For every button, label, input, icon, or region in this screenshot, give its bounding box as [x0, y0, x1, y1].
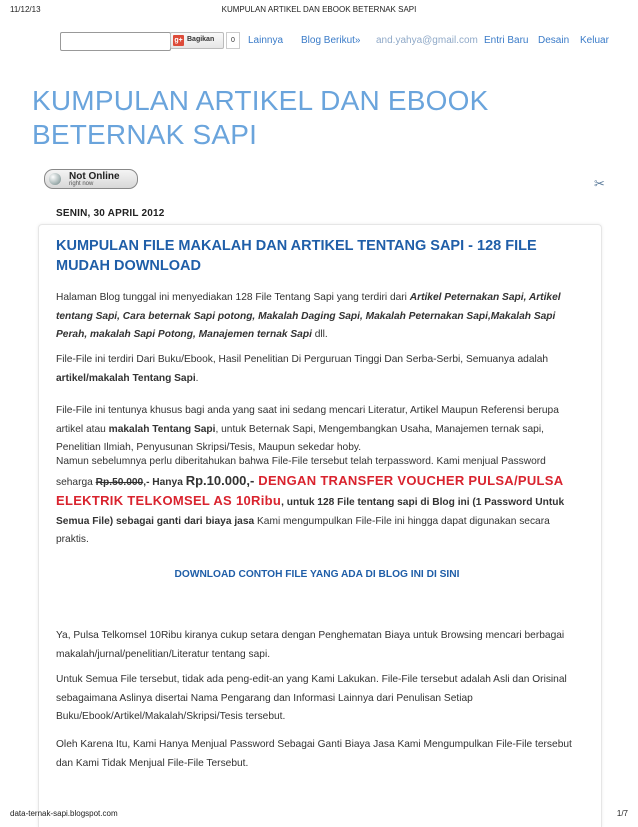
share-button[interactable]	[170, 32, 224, 49]
status-line-1: Not Online	[69, 171, 120, 182]
download-link[interactable]: DOWNLOAD CONTOH FILE YANG ADA DI BLOG INI DI SINI	[174, 569, 460, 580]
share-label: Bagikan	[187, 36, 215, 43]
print-url: data-ternak-sapi.blogspot.com	[10, 809, 118, 818]
old-price: Rp.50.000	[95, 476, 144, 488]
nav-link-lainnya[interactable]: Lainnya	[248, 35, 284, 46]
paragraph-originality: Untuk Semua File tersebut, tidak ada peng-edit-an yang Kami Lakukan. File-File tersebut adalah Asli dan Orisinal sebagaimana Aslinya disertai Nama Pengarang dan Informasi Lainnya dari Penulisan Setiap Buku/Ebook/Artikel/Makalah/Skripsi/Tesis tersebut.	[56, 674, 567, 722]
text: , untuk Beternak Sapi, Mengembangkan Usaha, Manajemen ternak sapi, Penelitian Ilmiah, Penyusunan Skripsi/Tesis, Maupun sekedar hoby.	[56, 423, 544, 453]
status-line-2: right now	[69, 181, 94, 187]
bold-text: makalah Tentang Sapi	[108, 423, 216, 435]
google-plus-icon: g+	[174, 37, 183, 44]
nav-link-design[interactable]: Desain	[538, 35, 570, 46]
new-price: Rp.10.000,-	[185, 472, 255, 488]
bold-text: , untuk 128 File tentang sapi di Blog ini (1 Password Untuk Semua File) sebagai ganti dari biaya jasa	[56, 497, 565, 527]
text: .	[195, 372, 199, 384]
paragraph-intro	[56, 289, 578, 345]
voucher-offer: DENGAN TRANSFER VOUCHER PULSA/PULSA ELEKTRIK TELKOMSEL AS 10Ribu	[56, 472, 563, 508]
blog-title[interactable]: KUMPULAN ARTIKEL DAN EBOOK BETERNAK SAPI	[32, 85, 489, 150]
nav-user-email[interactable]: and.yahya@gmail.com	[376, 35, 478, 46]
text: ,- Hanya	[143, 476, 186, 488]
print-footer	[10, 809, 628, 821]
paragraph-password-note: Oleh Karena Itu, Kami Hanya Menjual Password Sebagai Ganti Biaya Jasa Kami Mengumpulkan File-File tersebut dan Kami Tidak Menjual File-File Tersebut.	[56, 739, 572, 769]
print-header	[10, 5, 628, 17]
paragraph-telkomsel: Ya, Pulsa Telkomsel 10Ribu kiranya cukup setara dengan Penghematan Biaya untuk Browsing mencari berbagai makalah/jurnal/penelitian/Literatur tentang sapi.	[56, 630, 565, 660]
nav-link-sign-out[interactable]: Keluar	[580, 35, 609, 46]
blogger-navbar	[0, 32, 638, 50]
status-badge	[44, 169, 138, 189]
text: Halaman Blog tunggal ini menyediakan 128 File Tentang Sapi yang terdiri dari	[56, 292, 410, 303]
date-header: SENIN, 30 APRIL 2012	[56, 208, 165, 219]
edit-tools-icon[interactable]: ✂	[594, 176, 605, 191]
paragraph-pricing	[56, 453, 578, 550]
text: Namun sebelumnya perlu diberitahukan bahwa File-File tersebut telah terpassword. Kami menjual Password seharga	[56, 456, 546, 488]
print-date: 11/12/13	[10, 5, 41, 14]
text: Kami mengumpulkan File-File ini hingga dapat digunakan secara praktis.	[56, 515, 550, 545]
post-title[interactable]: KUMPULAN FILE MAKALAH DAN ARTIKEL TENTANG SAPI - 128 FILE MUDAH DOWNLOAD	[56, 238, 537, 274]
text: dll.	[311, 329, 328, 340]
status-dot-icon	[49, 173, 61, 185]
topics-list: Artikel Peternakan Sapi, Artikel tentang Sapi, Cara beternak Sapi potong, Makalah Daging Sapi, Makalah Peternakan Sapi,Makalah Sapi Perah, makalah Sapi Potong, Manajemen ternak Sapi	[56, 292, 561, 340]
share-count: 0	[226, 32, 240, 49]
text: File-File ini terdiri Dari Buku/Ebook, Hasil Penelitian Di Perguruan Tinggi Dan Serba-Serbi, Semuanya adalah	[56, 354, 549, 365]
page-number: 1/7	[616, 809, 628, 818]
print-title: KUMPULAN ARTIKEL DAN EBOOK BETERNAK SAPI	[221, 5, 417, 14]
post-body	[38, 224, 602, 827]
nav-link-next-blog[interactable]: Blog Berikut»	[301, 35, 361, 46]
search-input[interactable]	[60, 32, 171, 51]
paragraph-contents	[56, 351, 578, 388]
text: File-File ini tentunya khusus bagi anda yang saat ini sedang mencari Literatur, Artikel Maupun Referensi berupa artikel atau	[56, 405, 559, 435]
bold-text: artikel/makalah Tentang Sapi	[56, 372, 196, 384]
nav-link-new-post[interactable]: Entri Baru	[484, 35, 529, 46]
paragraph-audience	[56, 402, 578, 458]
